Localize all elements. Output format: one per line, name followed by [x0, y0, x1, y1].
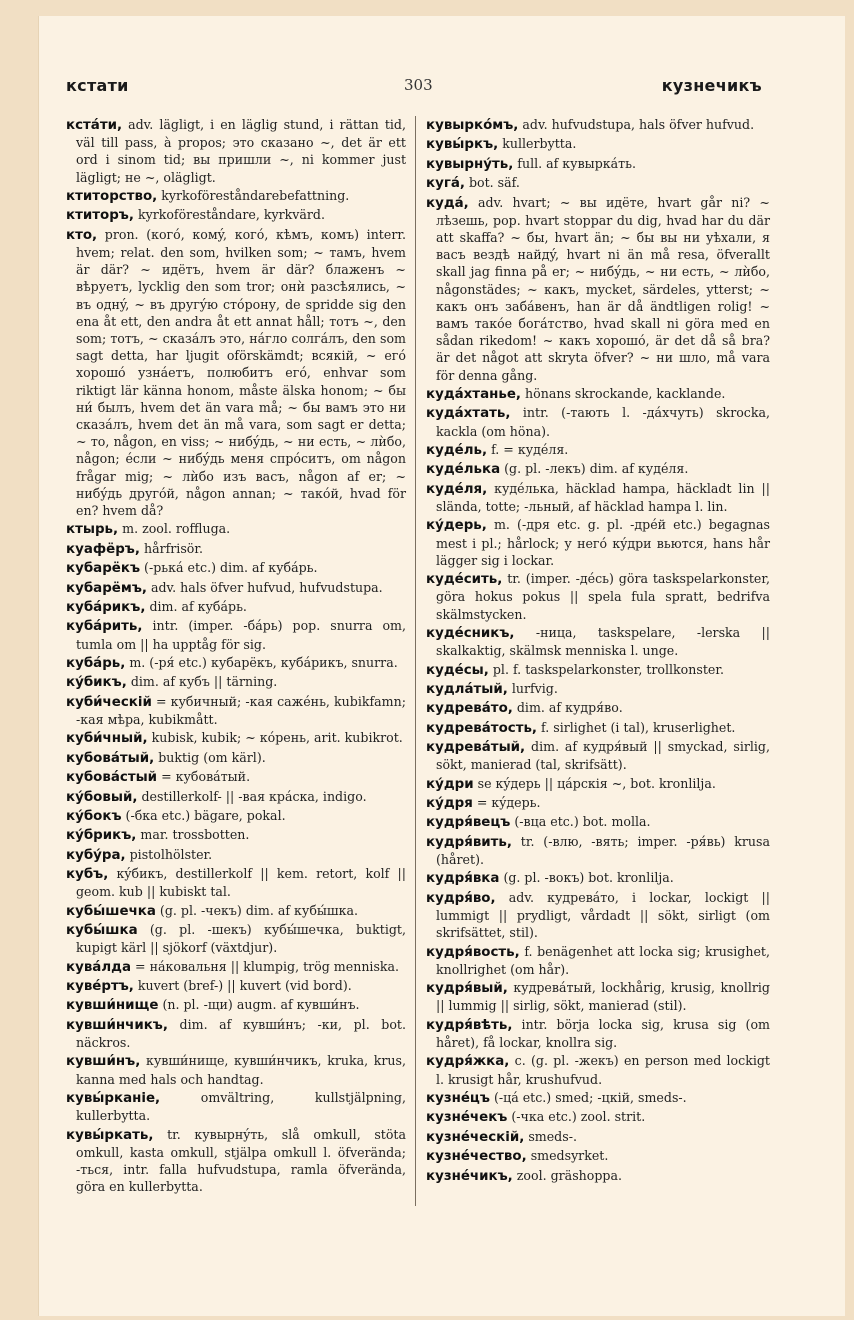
entry-definition: adv. кудревáто, i lockar, lockigt || lummigt || prydligt, vårdadt || sökt, sirligt (om skrifsättet, stil). [436, 889, 770, 941]
page-header [0, 76, 854, 104]
dictionary-entry [66, 921, 406, 956]
dictionary-entry [426, 889, 770, 942]
entry-headword: кувéртъ, [66, 979, 134, 995]
entry-headword: кувы́ркать, [66, 1127, 154, 1143]
dictionary-entry [426, 1052, 770, 1087]
dictionary-entry [66, 768, 406, 786]
entry-definition: hårfrisör. [143, 540, 204, 556]
entry-headword: кýбокъ [66, 808, 122, 824]
entry-headword: кудря́вецъ [426, 815, 511, 831]
entry-headword: кузнéчикъ, [426, 1168, 513, 1184]
entry-definition: c. (g. pl. -жекъ) en person med lockigt l. krusigt hår, krushufvud. [436, 1053, 770, 1087]
dictionary-entry [426, 404, 770, 439]
entry-definition: (g. pl. -лекъ) dim. af кудéля. [504, 461, 689, 477]
entry-definition: f. sirlighet (i tal), kruserlighet. [541, 719, 736, 735]
entry-definition: mar. trossbotten. [140, 827, 250, 843]
entry-headword: кувáлда [66, 959, 131, 975]
dictionary-entry [426, 155, 770, 173]
entry-definition: adv. lägligt, i en läglig stund, i rättan tid, väl till pass, à propos; это сказано ~, det är ett ord i sinom tid; вы пришли ~, ni kommer just lägligt; не ~, olägligt. [76, 117, 406, 185]
dictionary-entry [66, 996, 406, 1014]
dictionary-entry [66, 654, 406, 672]
dictionary-entry [426, 738, 770, 773]
dictionary-entry [426, 570, 770, 623]
dictionary-entry [66, 579, 406, 597]
entry-headword: кудáхтать, [426, 406, 511, 422]
entry-headword: кудéлька [426, 462, 501, 478]
dictionary-entry [426, 1089, 770, 1107]
entry-headword: кугá, [426, 176, 465, 192]
dictionary-entry [426, 1128, 770, 1146]
dictionary-entry [426, 441, 770, 459]
dictionary-entry [66, 520, 406, 538]
dictionary-entry [66, 865, 406, 900]
entry-definition: кýбикъ, destillerkolf || kem. retort, kolf || geom. kub || kubiskt tal. [76, 866, 407, 900]
dictionary-entry [426, 794, 770, 812]
dictionary-entry [66, 598, 406, 616]
dictionary-entry [426, 116, 770, 134]
left-column [66, 116, 406, 1197]
entry-headword: кудревáто, [426, 701, 513, 717]
entry-headword: кýбовый, [66, 789, 138, 805]
dictionary-entry [426, 943, 770, 978]
dictionary-entry [66, 187, 406, 205]
dictionary-entry [66, 1126, 406, 1196]
entry-definition: full. af кувыркáть. [517, 155, 636, 171]
entry-headword: кýдерь, [426, 518, 487, 534]
dictionary-entry [426, 624, 770, 659]
entry-definition: smeds-. [528, 1128, 577, 1144]
entry-definition: kyrkoföreståndare, kyrkvärd. [137, 207, 325, 223]
entry-headword: кудéсы, [426, 662, 489, 678]
entry-headword: кузнéчекъ [426, 1110, 508, 1126]
entry-definition: m. zool. roffluga. [122, 521, 231, 537]
entry-definition: se кýдерь || цáрскiя ~, bot. kronlilja. [477, 775, 716, 791]
entry-headword: кубы́шечка [66, 903, 156, 919]
entry-definition: dim. af кубáрь. [149, 598, 247, 614]
entry-headword: кудлáтый, [426, 681, 508, 697]
entry-definition: destillerkolf- || -вая крáска, indigo. [141, 788, 367, 804]
entry-definition: dim. af кубъ || tärning. [130, 674, 278, 690]
entry-definition: (-цá etc.) smed; -цкiй, smeds-. [493, 1090, 687, 1106]
entry-definition: = нáковальня || klumpig, trög menniska. [135, 958, 400, 974]
entry-definition: кувши́нище, кувши́нчикъ, kruka, krus, kanna med hals och handtag. [76, 1053, 406, 1087]
entry-headword: кудря́вить, [426, 834, 512, 850]
dictionary-entry [426, 1016, 770, 1051]
dictionary-entry [426, 1167, 770, 1185]
entry-definition: кудéлька, häcklad hampa, häckladt lin || slända, totte; -льный, af häcklad hampa l. lin. [436, 480, 770, 514]
entry-headword: кудревáтость, [426, 720, 538, 736]
entry-definition: pl. f. taskspelarkonster, trollkonster. [492, 661, 724, 677]
entry-definition: intr. (imper. -бáрь) pop. snurra om, tumla om || ha upptåg för sig. [76, 618, 406, 652]
dictionary-entry [426, 813, 770, 831]
page-number: 303 [404, 76, 433, 94]
entry-definition: hönans skrockande, kacklande. [525, 385, 726, 401]
entry-definition: dim. af кудря́вый || smyckad, sirlig, sökt, manierad (tal, skrifsätt). [436, 739, 770, 773]
entry-headword: кýбрикъ, [66, 828, 137, 844]
entry-headword: кудря́вѣть, [426, 1017, 513, 1033]
entry-headword: кудéль, [426, 442, 488, 458]
entry-definition: adv. hufvudstupa, hals öfver hufvud. [522, 117, 755, 132]
entry-definition: m. (-дря etc. g. pl. -дрéй etc.) begagnas mest i pl.; hårlock; у негó кýдри вьются, hans hår lägger sig i lockar. [436, 517, 770, 568]
entry-headword: кубъ, [66, 867, 109, 883]
entry-definition: f. = кудéля. [491, 441, 569, 457]
dictionary-entry [66, 749, 406, 767]
entry-headword: кудря́жка, [426, 1054, 510, 1070]
dictionary-entry [66, 206, 406, 224]
header-left-guideword: кстати [66, 76, 129, 95]
dictionary-entry [66, 826, 406, 844]
entry-definition: kullerbytta. [502, 136, 577, 152]
entry-headword: ктиторъ, [66, 208, 134, 224]
dictionary-entry [426, 194, 770, 384]
dictionary-entry [426, 775, 770, 793]
entry-definition: f. benägenhet att locka sig; krusighet, knollrighet (om hår). [436, 943, 770, 977]
entry-definition: pistolhölster. [129, 846, 213, 862]
entry-definition: (-вца etc.) bot. molla. [514, 814, 651, 830]
entry-headword: кудря́во, [426, 890, 496, 906]
entry-headword: кубовáстый [66, 770, 158, 786]
entry-definition: (g. pl. -шекъ) кубы́шечка, buktigt, kupigt kärl || sjökorf (växtdjur). [76, 922, 406, 956]
dictionary-entry [66, 1052, 406, 1087]
dictionary-entry [66, 1016, 406, 1051]
dictionary-entry [426, 979, 770, 1014]
entry-definition: intr. börja locka sig, krusa sig (om håret), få lockar, knollra sig. [436, 1016, 770, 1051]
dictionary-entry [66, 673, 406, 691]
entry-definition: dim. af кувши́нъ; -ки, pl. bot. näckros. [76, 1016, 406, 1051]
dictionary-entry [426, 480, 770, 515]
entry-definition: dim. af кудря́во. [516, 700, 623, 716]
dictionary-entry [426, 833, 770, 868]
entry-headword: кубáрить, [66, 619, 143, 635]
entry-definition: (-чка etc.) zool. strit. [511, 1109, 646, 1125]
entry-headword: кýдря [426, 796, 473, 812]
entry-headword: куби́чный, [66, 731, 148, 747]
entry-headword: кудря́вый, [426, 981, 508, 997]
dictionary-entry [66, 617, 406, 652]
entry-definition: lurfvig. [511, 680, 558, 696]
entry-definition: = кубичный; -кая сажéнь, kubikfamn; -кая мѣра, kubikmått. [76, 693, 406, 727]
dictionary-entry [426, 135, 770, 153]
entry-definition: -ница, taskspelare, -lerska || skalkaktig, skälmsk menniska l. unge. [436, 624, 770, 659]
entry-headword: кузнéцъ [426, 1091, 490, 1107]
entry-headword: ктиторство, [66, 189, 158, 204]
entry-definition: kubisk, kubik; ~ кóрень, arit. kubikrot. [151, 730, 403, 746]
entry-definition: = кýдерь. [476, 795, 541, 811]
entry-headword: кто, [66, 227, 98, 243]
entry-headword: кýбикъ, [66, 675, 127, 691]
entry-definition: (-рькá etc.) dim. af кубáрь. [144, 560, 318, 576]
entry-definition: кудревáтый, lockhårig, krusig, knollrig || lummig || sirlig, sökt, manierad (stil). [436, 980, 770, 1014]
entry-definition: tr. кувырнýть, slå omkull, stöta omkull, kasta omkull, stjälpa omkull l. öfverända; -ться, intr. falla hufvudstupa, ramla öfverända, göra en kullerbytta. [76, 1126, 406, 1195]
entry-definition: intr. (-тають l. -дáхчуть) skrocka, kackla (om höna). [436, 405, 770, 439]
entry-headword: кубарёмъ, [66, 580, 147, 596]
dictionary-entry [66, 559, 406, 577]
dictionary-entry [66, 540, 406, 558]
dictionary-entry [66, 729, 406, 747]
entry-definition: (g. pl. -чекъ) dim. af кубы́шка. [159, 902, 359, 918]
entry-headword: кувши́нище [66, 998, 159, 1014]
entry-headword: кувши́нчикъ, [66, 1017, 168, 1033]
entry-headword: кувши́нъ, [66, 1054, 141, 1070]
entry-headword: кубáрь, [66, 655, 126, 671]
entry-headword: кудревáтый, [426, 740, 526, 756]
entry-headword: кудáхтанье, [426, 386, 521, 402]
entry-headword: кудря́вость, [426, 944, 520, 960]
entry-definition: m. (-ря́ etc.) кубарёкъ, кубáрикъ, snurra. [129, 654, 398, 670]
dictionary-entry [426, 1147, 770, 1165]
dictionary-entry [426, 661, 770, 679]
entry-definition: (-бка etc.) bägare, pokal. [125, 807, 286, 823]
header-right-guideword: кузнечикъ [661, 76, 762, 95]
dictionary-entry [66, 788, 406, 806]
entry-headword: кудéсникъ, [426, 625, 515, 641]
entry-definition: adv. hals öfver hufvud, hufvudstupa. [150, 579, 383, 595]
entry-headword: кубовáтый, [66, 750, 155, 766]
entry-headword: кстáти, [66, 118, 123, 133]
entry-headword: кувыркóмъ, [426, 118, 519, 133]
entry-headword: кубарёкъ [66, 561, 141, 577]
dictionary-entry [426, 1108, 770, 1126]
dictionary-entry [66, 977, 406, 995]
dictionary-entry [66, 807, 406, 825]
entry-definition: buktig (om kärl). [158, 749, 266, 765]
entry-definition: smedsyrket. [530, 1148, 609, 1164]
entry-headword: кувырнýть, [426, 156, 514, 172]
dictionary-entry [426, 516, 770, 569]
entry-headword: кузнéчество, [426, 1149, 527, 1165]
dictionary-entry [66, 226, 406, 519]
entry-definition: omvältring, kullstjälpning, kullerbytta. [76, 1090, 406, 1124]
dictionary-entry [426, 719, 770, 737]
entry-definition: tr. (imper. -дéсь) göra taskspelarkonster, göra hokus pokus || spela fula spratt, bedrifva skälmstycken. [436, 571, 770, 622]
entry-definition: (n. pl. -щи) augm. af кувши́нъ. [162, 997, 360, 1013]
entry-headword: кудря́вка [426, 871, 500, 887]
column-divider [415, 116, 416, 1206]
entry-definition: kyrkoföreståndarebefattning. [161, 188, 350, 203]
entry-headword: куби́ческiй [66, 694, 152, 710]
dictionary-entry [66, 902, 406, 920]
dictionary-entry [426, 869, 770, 887]
dictionary-entry [426, 460, 770, 478]
entry-headword: кувы́ркъ, [426, 137, 499, 153]
entry-headword: кудéля, [426, 481, 488, 497]
dictionary-entry [66, 1089, 406, 1124]
entry-headword: кузнéческiй, [426, 1129, 525, 1145]
entry-headword: кудéсить, [426, 572, 503, 588]
entry-headword: кубáрикъ, [66, 599, 146, 615]
entry-headword: кýдри [426, 776, 474, 792]
dictionary-entry [66, 693, 406, 728]
entry-definition: tr. (-влю, -вять; imper. -ря́вь) krusa (håret). [436, 833, 770, 868]
entry-definition: adv. hvart; ~ вы идёте, hvart går ni? ~ лѣзешь, pop. hvart stoppar du dig, hvad har du där att skaffa? ~ бы, hvart än; ~ бы вы ни уѣхали, я васъ вездѣ найдý, hvart ni än må resa, öfverallt skall jag finna på er; ~ нибýдь, ~ ни есть, ~ лѝбо, någonstädes; ~ какъ, mycket, särdeles, ytterst; ~ какъ онъ забáвенъ, han är då ändtligen rolig! ~ вамъ такóе богáтство, hvad skall ni göra med en sådan rikedom! ~ какъ хорошó, är det då så bra? är det något att skryta öfver? ~ ни шло, må vara för denna gång. [436, 194, 770, 383]
entry-definition: = кубовáтый. [161, 769, 251, 785]
entry-definition: pron. (когó, комý, когó, кѣмъ, комъ) interr. hvem; relat. den som, hvilken som; ~ тамъ, hvem är där? ~ идётъ, hvem är där? блаженъ ~ вѣруетъ, lycklig den som tror; онѝ разсѣялись, ~ въ однý, ~ въ другýю стóрону, de spridde sig den ena åt ett, den andra åt ett annat håll; тотъ ~, den som; тотъ, ~ сказáлъ это, нáгло солгáлъ, den som sagt detta, har ljugit oförskämdt; всякiй, ~ егó хорошó узнáетъ, полюбитъ егó, enhvar som riktigt lär känna honom, måste älska honom; ~ бы ни́ былъ, hvem det än vara må; ~ бы вамъ это ни сказáлъ, hvem det än må vara, som sagt er detta; ~ то, någon, en viss; ~ нибýдь, ~ ни есть, ~ лѝбо, någon; éсли ~ нибýдь меня спрóситъ, om någon frågar mig; ~ лѝбо изъ васъ, någon af er; ~ нибýдь другóй, någon annan; ~ такóй, hvad för en? hvem då? [76, 226, 406, 519]
entry-headword: кувы́рканiе, [66, 1091, 161, 1107]
dictionary-entry [426, 174, 770, 192]
entry-headword: куафёръ, [66, 541, 140, 557]
entry-definition: (g. pl. -вокъ) bot. kronlilja. [503, 870, 674, 886]
entry-headword: кубы́шка [66, 923, 138, 939]
entry-definition: zool. gräshoppa. [516, 1167, 622, 1183]
dictionary-entry [426, 385, 770, 403]
dictionary-entry [66, 116, 406, 186]
entry-headword: кудá, [426, 195, 469, 211]
entry-definition: bot. säf. [468, 175, 520, 191]
dictionary-entry [66, 846, 406, 864]
entry-headword: кубýра, [66, 847, 126, 863]
entry-definition: kuvert (bref-) || kuvert (vid bord). [137, 978, 352, 994]
dictionary-entry [426, 699, 770, 717]
entry-headword: ктырь, [66, 522, 119, 538]
dictionary-entry [66, 958, 406, 976]
dictionary-entry [426, 680, 770, 698]
right-column [426, 116, 770, 1186]
